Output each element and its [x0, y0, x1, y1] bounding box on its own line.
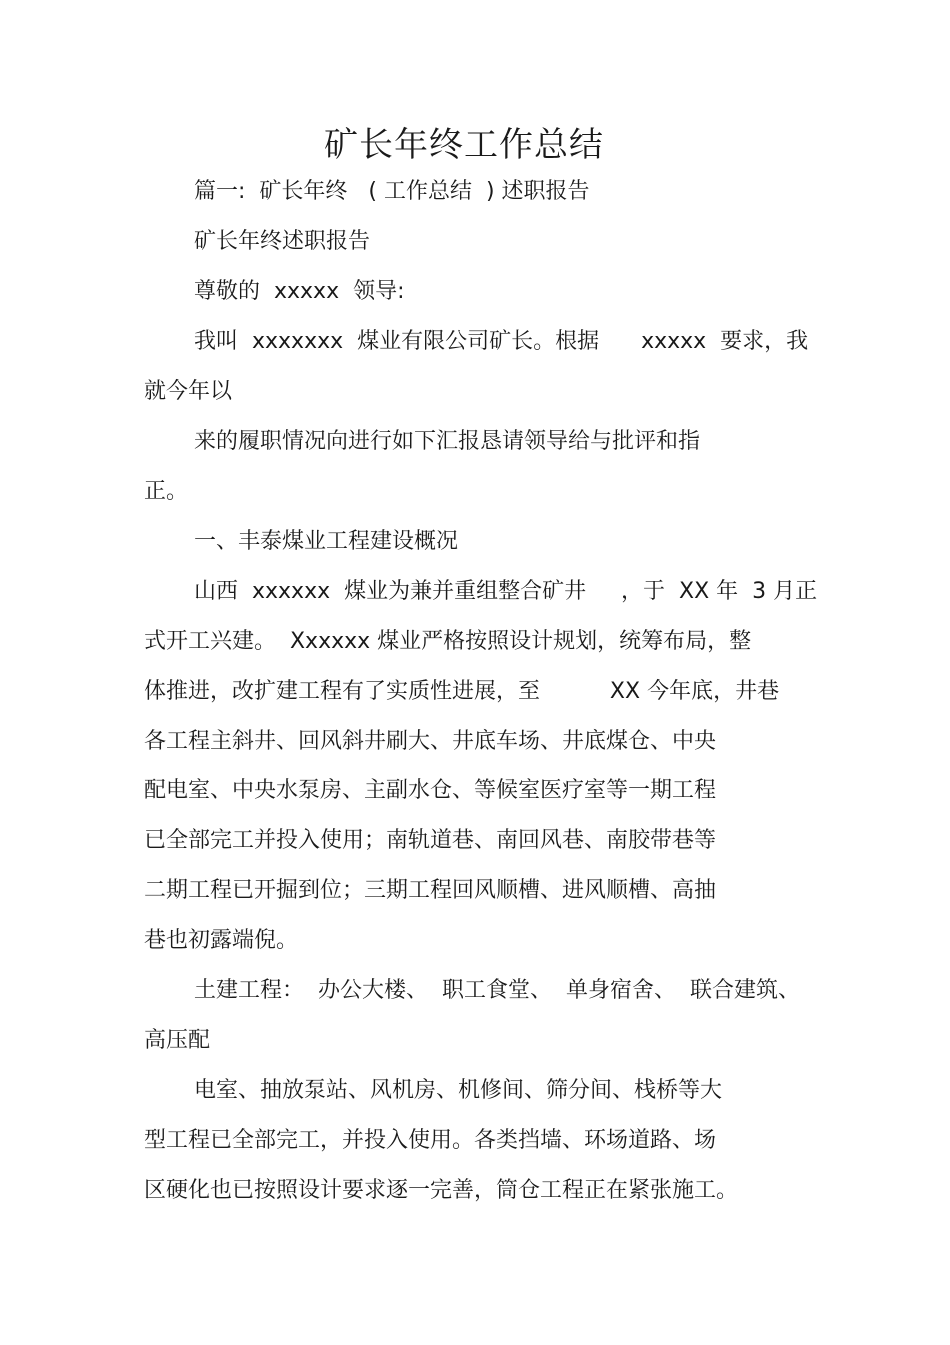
paragraph-line: 型工程已全部完工，并投入使用。各类挡墙、环场道路、场 [144, 1128, 717, 1153]
paragraph-line: 区硬化也已按照设计要求逐一完善，筒仓工程正在紧张施工。 [144, 1178, 739, 1203]
paragraph-line: 二期工程已开掘到位；三期工程回风顺槽、进风顺槽、高抽 [144, 878, 717, 903]
paragraph-line: 巷也初露端倪。 [144, 928, 299, 953]
line-intro-2: 来的履职情况向进行如下汇报恳请领导给与批评和指 [194, 429, 701, 454]
paragraph-line: 各工程主斜井、回风斜井刷大、井底车场、井底煤仓、中央 [144, 729, 717, 754]
document-title: 矿长年终工作总结 [324, 125, 604, 165]
paragraph-line: 山西 xxxxxx 煤业为兼并重组整合矿井 ，于 XX 年 3 月正 [194, 579, 818, 604]
line-intro-2-cont: 正。 [144, 479, 189, 504]
paragraph-line: 已全部完工并投入使用；南轨道巷、南回风巷、南胶带巷等 [144, 828, 717, 853]
paragraph-line: 式开工兴建。 Xxxxxx 煤业严格按照设计规划，统筹布局，整 [144, 629, 752, 654]
paragraph-line: 土建工程： 办公大楼、 职工食堂、 单身宿舍、 联合建筑、 [194, 978, 800, 1003]
line-intro-cont: 就今年以 [144, 379, 233, 404]
line-report-title: 矿长年终述职报告 [194, 229, 371, 254]
section-heading: 一、丰泰煤业工程建设概况 [194, 529, 459, 554]
paragraph-line: 电室、抽放泵站、风机房、机修间、筛分间、栈桥等大 [194, 1078, 723, 1103]
paragraph-line: 高压配 [144, 1028, 211, 1053]
paragraph-line: 配电室、中央水泵房、主副水仓、等候室医疗室等一期工程 [144, 778, 717, 803]
line-salutation: 尊敬的 xxxxx 领导: [194, 279, 405, 304]
paragraph-line: 体推进，改扩建工程有了实质性进展，至 XX 今年底，井巷 [144, 679, 780, 704]
line-subtitle: 篇一: 矿长年终 ( 工作总结 ) 述职报告 [194, 179, 590, 204]
line-intro: 我叫 xxxxxxx 煤业有限公司矿长。根据 xxxxx 要求，我 [194, 329, 809, 354]
